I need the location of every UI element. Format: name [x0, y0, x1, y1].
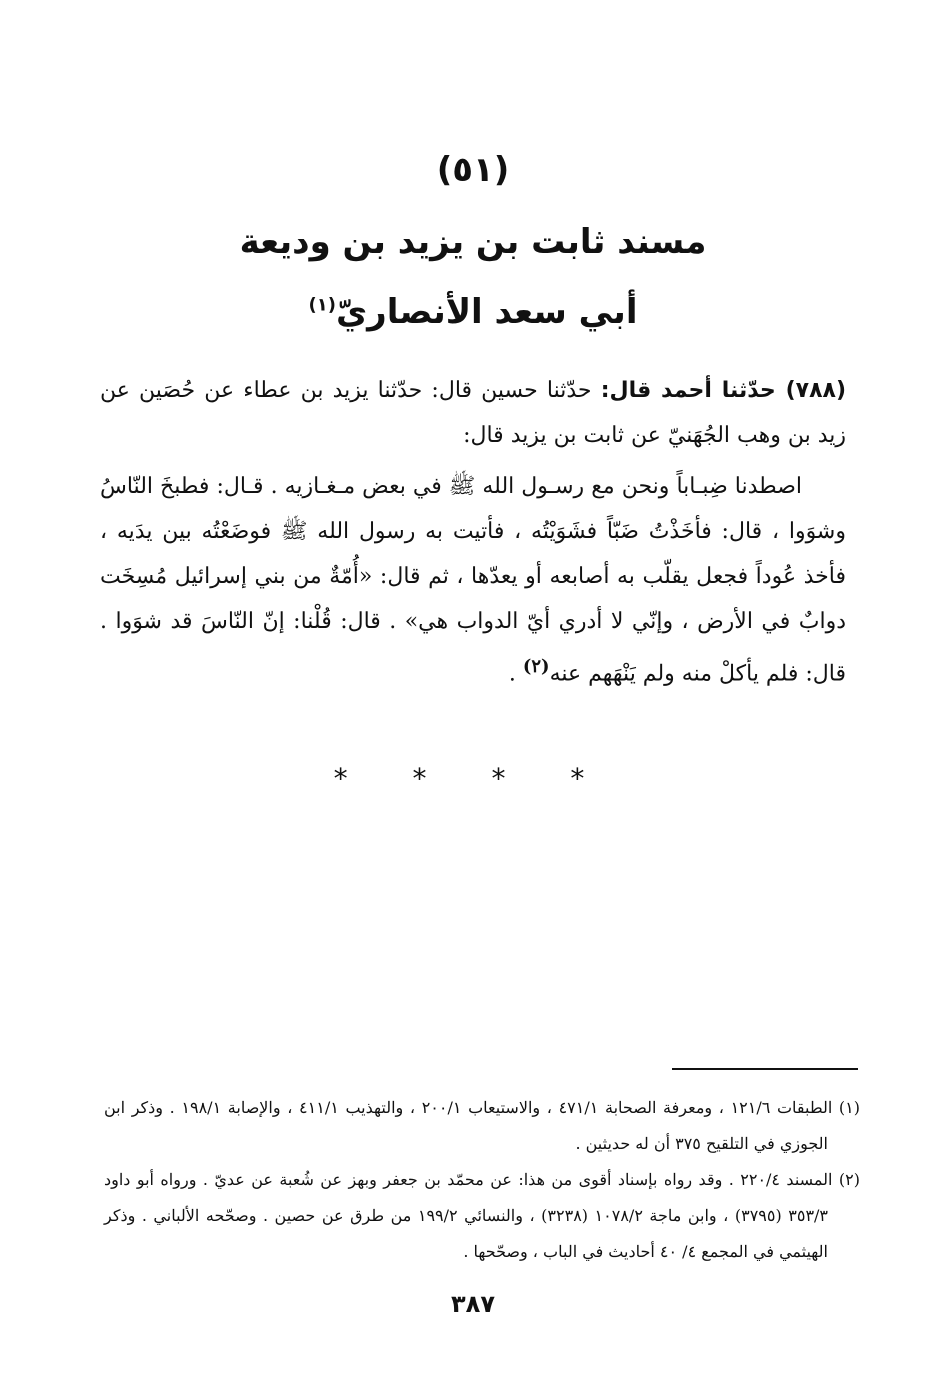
footnotes	[104, 1090, 860, 1270]
title-footnote-ref[interactable]: (١)	[308, 294, 336, 316]
musnad-title-line-1: مسند ثابت بن يزيد بن وديعة	[239, 222, 707, 262]
footnote-1: (١) الطبقات ١٢١/٦ ، ومعرفة الصحابة ٤٧١/١ ، والاستيعاب ٢٠٠/١ ، والتهذيب ٤١١/١ ، والإصابة ١٩٨/١ . وذكر ابن الجوزي في التلقيح ٣٧٥ أن له حديثين .	[104, 1098, 861, 1153]
chapter-number: (٥١)	[436, 150, 510, 190]
hadith-isnad	[100, 368, 846, 458]
footnote-divider	[672, 1068, 858, 1070]
hadith-matn-text: اصطدنا ضِبـاباً ونحن مع رسـول الله ﷺ في بعض مـغـازيه . قـال: فطبخَ النّاسُ وشوَوا ، قال: فأخَذْتُ ضَبّاً فشَوَيْتُه ، فأتيت به رسول الله ﷺ فوضَعْتُه بين يدَيه ، فأخذ عُوداً فجعل يقلّب به أصابعه أو يعدّها ، ثم قال: «أُمّةٌ من بني إسرائيل مُسِخَت دوابٌ في الأرض ، وإنّي لا أدري أيّ الدواب هي» . قال: قُلْنا: إنّ النّاسَ قد شوَوا . قال: فلم يأكلْ منه ولم يَنْهَهم عنه	[100, 474, 846, 687]
hadith-number-head: (٧٨٨) حدّثنا أحمد قال:	[600, 378, 846, 403]
hadith-788	[100, 368, 846, 696]
hadith-footnote-ref[interactable]: (٢)	[522, 656, 550, 677]
musnad-title-line-2	[0, 292, 946, 332]
hadith-isnad-text: حدّثنا حسين قال: حدّثنا يزيد بن عطاء عن حُصَين عن زيد بن وهب الجُهَنيّ عن ثابت بن يزيد قال:	[100, 378, 846, 448]
page-number: ٣٨٧	[451, 1290, 495, 1318]
hadith-matn-end: .	[508, 661, 523, 687]
section-separator-stars: * * * *	[333, 762, 613, 795]
hadith-matn	[100, 464, 846, 696]
musnad-title-line-2-text: أبي سعد الأنصاريّ	[335, 292, 638, 332]
footnote-2: (٢) المسند ٢٢٠/٤ . وقد رواه بإسناد أقوى من هذا: عن محمّد بن جعفر وبهز عن شُعبة عن عديّ . ورواه أبو داود ٣٥٣/٣ (٣٧٩٥) ، وابن ماجة ١٠٧٨/٢ (٣٢٣٨) ، والنسائي ١٩٩/٢ من طرق عن حصين . وصحّحه الألباني . وذكر الهيثمي في المجمع ٤/ ٤٠ أحاديث في الباب ، وصحّحها .	[104, 1170, 860, 1261]
